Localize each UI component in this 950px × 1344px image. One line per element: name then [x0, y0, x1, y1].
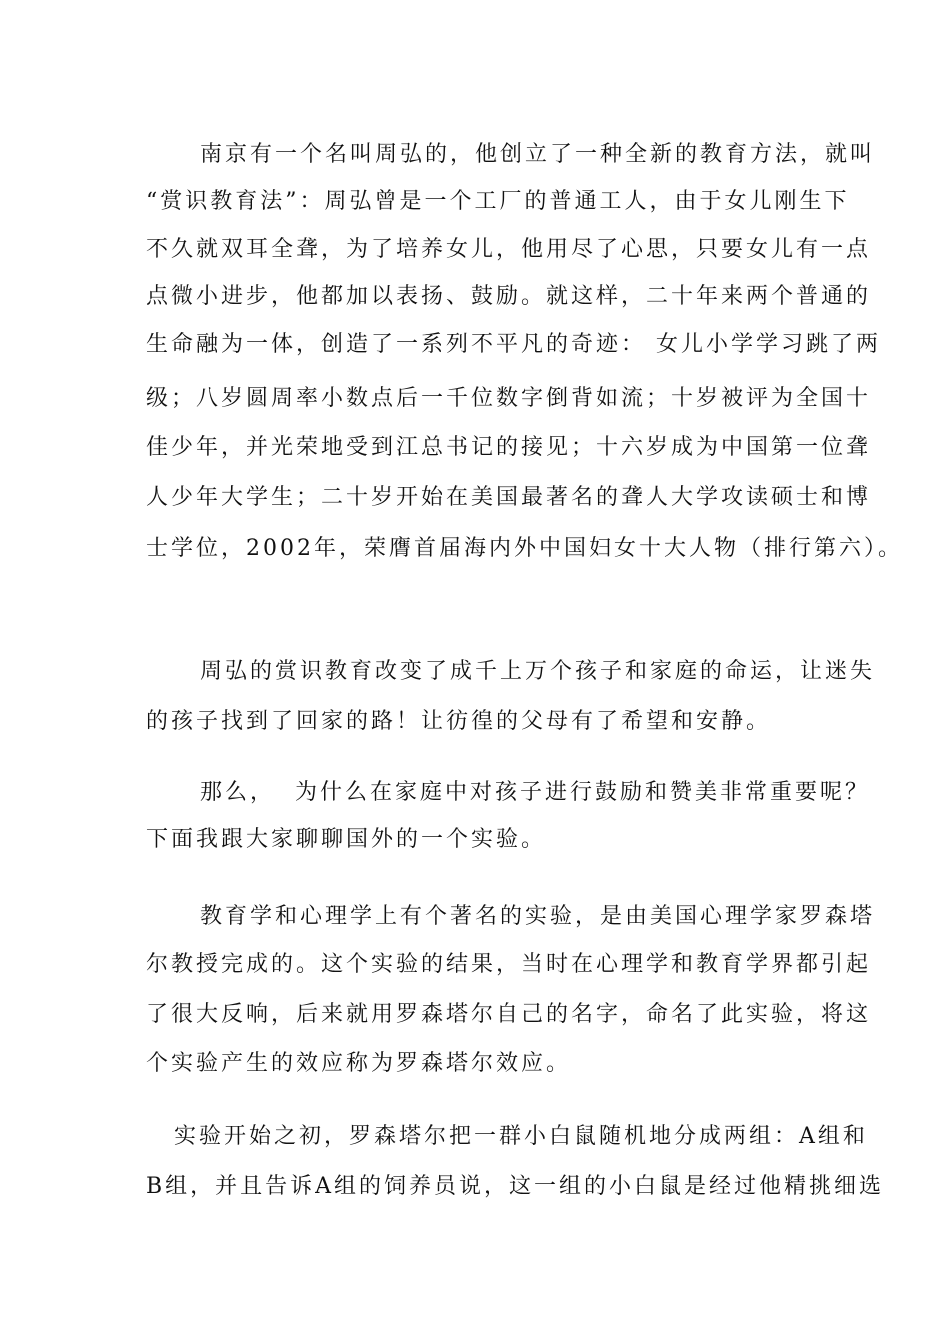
paragraph-1-line-3: 不久就双耳全聋，为了培养女儿，他用尽了心思，只要女儿有一点 [146, 237, 872, 262]
paragraph-4-line-1: 教育学和心理学上有个著名的实验，是由美国心理学家罗森塔 [200, 904, 876, 929]
paragraph-1-line-1: 南京有一个名叫周弘的，他创立了一种全新的教育方法，就叫 [200, 142, 876, 167]
paragraph-1-line-5: 生命融为一体，创造了一系列不平凡的奇迹： 女儿小学学习跳了两 [146, 332, 881, 357]
paragraph-2-line-1: 周弘的赏识教育改变了成千上万个孩子和家庭的命运，让迷失 [200, 659, 876, 684]
paragraph-1-line-2: “赏识教育法”：周弘曾是一个工厂的普通工人，由于女儿刚生下 [146, 189, 850, 214]
paragraph-1-line-7: 佳少年，并光荣地受到江总书记的接见；十六岁成为中国第一位聋 [146, 435, 872, 460]
paragraph-4-line-2: 尔教授完成的。这个实验的结果，当时在心理学和教育学界都引起 [146, 952, 872, 977]
paragraph-3-line-2: 下面我跟大家聊聊国外的一个实验。 [146, 827, 547, 852]
paragraph-1-line-4: 点微小进步，他都加以表扬、鼓励。就这样，二十年来两个普通的 [146, 284, 872, 309]
paragraph-1-line-6: 级；八岁圆周率小数点后一千位数字倒背如流；十岁被评为全国十 [146, 386, 872, 411]
paragraph-1-line-8: 人少年大学生；二十岁开始在美国最著名的聋人大学攻读硕士和博 [146, 485, 872, 510]
paragraph-4-line-3: 了很大反响，后来就用罗森塔尔自己的名字，命名了此实验，将这 [146, 1002, 872, 1027]
paragraph-5-line-1: 实验开始之初，罗森塔尔把一群小白鼠随机地分成两组：A组和 [174, 1124, 868, 1149]
paragraph-1-line-9: 士学位，2002年，荣膺首届海内外中国妇女十大人物（排行第六）。 [146, 536, 903, 561]
paragraph-3-line-1: 那么， 为什么在家庭中对孩子进行鼓励和赞美非常重要呢？ [200, 780, 870, 805]
paragraph-5-line-2: B组，并且告诉A组的饲养员说，这一组的小白鼠是经过他精挑细选 [146, 1174, 885, 1199]
paragraph-4-line-4: 个实验产生的效应称为罗森塔尔效应。 [146, 1051, 572, 1076]
paragraph-2-line-2: 的孩子找到了回家的路！让彷徨的父母有了希望和安静。 [146, 709, 772, 734]
